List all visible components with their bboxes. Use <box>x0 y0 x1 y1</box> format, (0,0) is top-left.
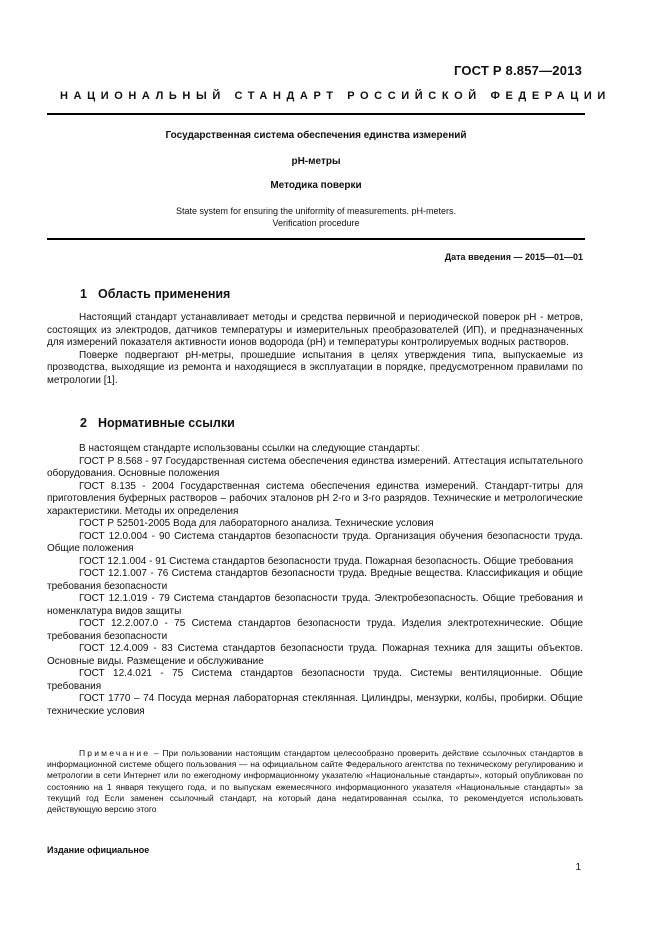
method-title: Методика поверки <box>270 180 362 191</box>
note-label: Примечание <box>79 748 151 758</box>
reference-item: ГОСТ 12.1.019 - 79 Система стандартов безопасности труда. Электробезопасность. Общие требования и номенклатура видов защиты <box>47 593 583 617</box>
national-standard-title: НАЦИОНАЛЬНЫЙ СТАНДАРТ РОССИЙСКОЙ ФЕДЕРАЦИИ <box>60 90 611 102</box>
section-title: Область применения <box>98 287 231 301</box>
paragraph: Поверке подвергают рН-метры, прошедшие испытания в целях утверждения типа, выпускаемые из прозводства, выходящие из ремонта и находящиеся в эксплуатации в порядке, предусмотренном правилами по метрологии [1]. <box>47 349 583 386</box>
section-body <box>47 312 583 387</box>
reference-item: ГОСТ 12.4.009 - 83 Система стандартов безопасности труда. Пожарная техника для защиты объектов. Основные виды. Размещение и обслуживание <box>47 643 583 667</box>
section-number: 2 <box>80 416 87 430</box>
paragraph: В настоящем стандарте использованы ссылки на следующие стандарты: <box>79 443 421 454</box>
reference-item: ГОСТ 8.135 - 2004 Государственная система обеспечения единства измерений. Стандарт-титры для приготовления буферных растворов – рабочих эталонов рН 2-го и 3-го разрядов. Технические и метрологические характеристики. Методы их определения <box>47 480 583 517</box>
english-title <box>47 205 585 229</box>
english-title-line: State system for ensuring the uniformity of measurements. pH-meters. <box>175 206 457 216</box>
section-body <box>47 443 583 718</box>
note-block <box>47 748 583 815</box>
official-edition-label: Издание официальное <box>47 845 150 855</box>
page-number: 1 <box>575 862 581 873</box>
reference-item: ГОСТ 1770 – 74 Посуда мерная лабораторная стеклянная. Цилиндры, мензурки, колбы, пробирки. Общие технические условия <box>47 693 583 717</box>
reference-item: ГОСТ 12.1.004 - 91 Система стандартов безопасности труда. Пожарная безопасность. Общие требования <box>79 555 574 567</box>
reference-item: ГОСТ 12.1.007 - 76 Система стандартов безопасности труда. Вредные вещества. Классификация и общие требования безопасности <box>47 568 583 592</box>
section-number: 1 <box>80 287 87 301</box>
header-rule <box>47 113 585 115</box>
reference-item: ГОСТ Р 52501-2005 Вода для лабораторного анализа. Технические условия <box>79 518 434 529</box>
note-text: – При пользовании настоящим стандартом целесообразно проверить действие ссылочных стандартов в информационной системе общего пользования — на официальном сайте Федерального агентства по техническому регулированию и метрологии в сети Интернет или по ежегодному информационному указателю «Национальные стандарты», который опубликован по состоянию на 1 января текущего года, и по выпускам ежемесячного информационного указателя «Национальные стандарты» за текущий год Если заменен ссылочный стандарт, на который дана недатированная ссылка, то рекомендуется использовать действующую версию этого <box>47 748 583 815</box>
section-title: Нормативные ссылки <box>98 416 235 430</box>
english-title-line: Verification procedure <box>272 218 360 228</box>
introduction-date: Дата введения — 2015—01—01 <box>444 252 583 262</box>
section-heading <box>80 416 235 430</box>
system-title: Государственная система обеспечения единства измерений <box>165 130 467 141</box>
paragraph: Настоящий стандарт устанавливает методы и средства первичной и периодической поверок рН - метров, состоящих из электродов, датчиков температуры и измерительных преобразователей (ИП), и предназначенных для измерений показателя активности ионов водорода (рН) и температуры контролируемых водных растворов. <box>47 312 583 348</box>
standard-number: ГОСТ Р 8.857—2013 <box>453 63 582 78</box>
reference-item: ГОСТ 12.4.021 - 75 Система стандартов безопасности труда. Системы вентиляционные. Общие требования <box>47 668 583 692</box>
note-paragraph <box>47 748 583 815</box>
section-heading <box>80 287 230 301</box>
device-title: рН-метры <box>291 156 341 167</box>
reference-item: ГОСТ 12.2.007.0 - 75 Система стандартов безопасности труда. Изделия электротехнические. Общие требования безопасности <box>47 618 583 642</box>
title-rule <box>47 238 585 240</box>
reference-item: ГОСТ 12.0.004 - 90 Система стандартов безопасности труда. Организация обучения безопасности труда. Общие положения <box>47 530 583 554</box>
reference-item: ГОСТ Р 8.568 - 97 Государственная система обеспечения единства измерений. Аттестация испытательного оборудования. Основные положения <box>47 455 583 479</box>
